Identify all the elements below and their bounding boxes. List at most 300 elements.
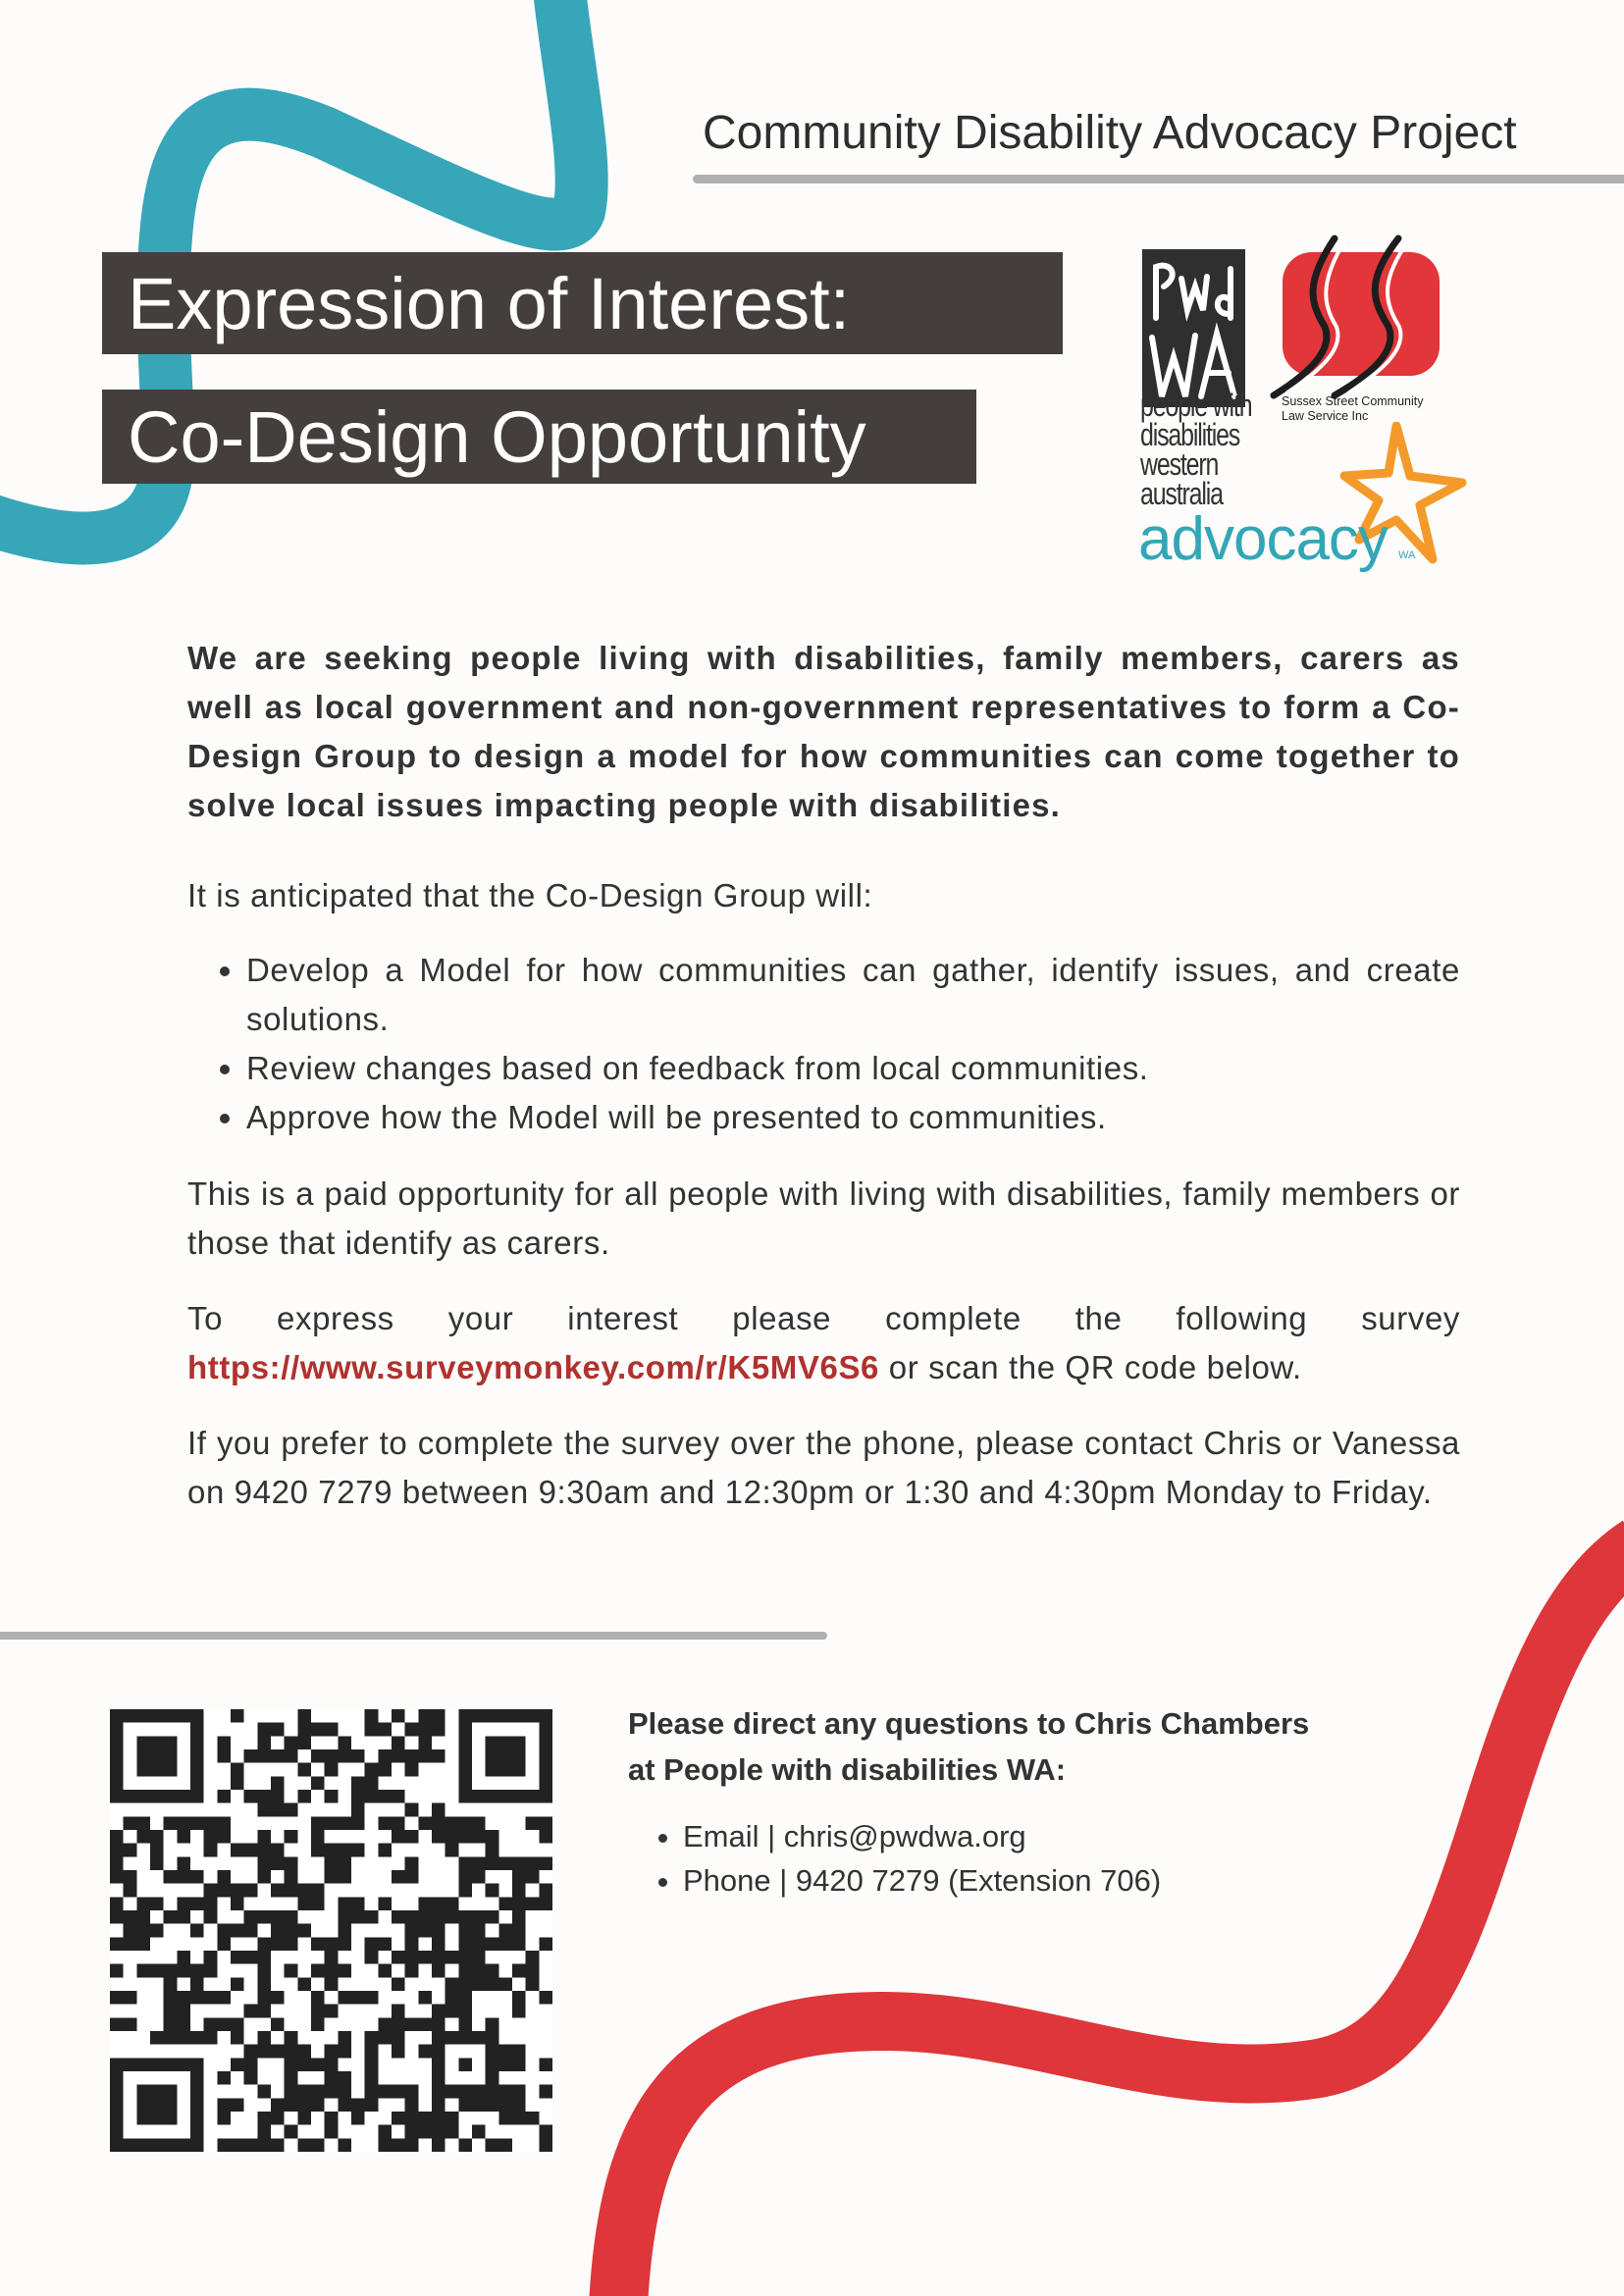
qr-module <box>136 1736 177 1776</box>
qr-module <box>124 1924 137 1938</box>
qr-module <box>338 1924 351 1938</box>
qr-module <box>297 1977 311 1991</box>
qr-module <box>512 1991 526 2005</box>
qr-module <box>204 1884 218 1898</box>
qr-module <box>392 1977 405 1991</box>
qr-module <box>285 1937 298 1951</box>
qr-module <box>271 1723 285 1737</box>
qr-module <box>432 2005 445 2018</box>
qr-module <box>110 1991 124 2005</box>
qr-module <box>338 1856 351 1870</box>
qr-module <box>432 2125 445 2139</box>
qr-module <box>110 1830 124 1844</box>
qr-module <box>445 1830 459 1844</box>
qr-module <box>338 1870 351 1884</box>
list-item: • Develop a Model for how communities can gather, identify issues, and create solutions. <box>246 946 1460 1044</box>
qr-module <box>539 2125 552 2139</box>
qr-module <box>231 1924 244 1938</box>
qr-module <box>378 1937 392 1951</box>
qr-module <box>405 1910 419 1924</box>
qr-module <box>325 2005 339 2018</box>
qr-module <box>231 1897 244 1910</box>
qr-module <box>432 2017 445 2031</box>
qr-module <box>405 1870 419 1884</box>
qr-module <box>257 1749 271 1763</box>
survey-suffix: or scan the QR code below. <box>888 1349 1302 1385</box>
qr-module <box>244 1844 258 1857</box>
qr-module <box>351 1844 365 1857</box>
section-divider <box>0 1632 827 1640</box>
qr-module <box>164 1870 178 1884</box>
qr-module <box>257 2138 271 2152</box>
contact-email: • Email | chris@pwdwa.org <box>683 1814 1433 1858</box>
qr-module <box>498 2098 512 2112</box>
qr-module <box>311 1884 325 1898</box>
qr-module <box>365 1790 379 1803</box>
qr-module <box>190 1897 204 1910</box>
header-divider <box>693 175 1624 183</box>
qr-module <box>311 2058 325 2071</box>
title-line2: Co-Design Opportunity <box>128 395 866 478</box>
qr-module <box>378 2017 392 2031</box>
qr-module <box>432 1964 445 1978</box>
qr-module <box>204 1816 218 1830</box>
qr-module <box>311 2098 325 2112</box>
qr-module <box>526 1870 540 1884</box>
qr-module <box>338 2085 351 2099</box>
qr-module <box>432 2112 445 2125</box>
pwdwa-text-line: australia <box>1140 476 1223 511</box>
qr-module <box>418 2125 432 2139</box>
qr-module <box>405 2125 419 2139</box>
qr-module <box>338 1897 351 1910</box>
qr-module <box>297 1763 311 1777</box>
qr-module <box>325 1870 339 1884</box>
qr-module <box>351 2098 365 2112</box>
qr-module <box>244 2058 258 2071</box>
qr-module <box>498 1856 512 1870</box>
qr-module <box>204 2031 218 2045</box>
qr-module <box>365 2031 379 2045</box>
qr-module <box>498 1924 512 1938</box>
qr-module <box>285 1749 298 1763</box>
qr-module <box>150 1897 164 1910</box>
qr-module <box>231 2031 244 2045</box>
contact-heading <box>628 1700 1433 1793</box>
qr-module <box>257 1830 271 1844</box>
qr-module <box>392 2112 405 2125</box>
qr-module <box>512 1856 526 1870</box>
qr-module <box>150 1856 164 1870</box>
qr-module <box>365 2098 379 2112</box>
qr-module <box>297 1884 311 1898</box>
qr-module <box>432 1951 445 1964</box>
qr-module <box>271 2098 285 2112</box>
qr-module <box>418 1897 432 1910</box>
qr-module <box>365 2058 379 2071</box>
qr-module <box>512 1937 526 1951</box>
qr-module <box>338 1749 351 1763</box>
qr-module <box>405 1830 419 1844</box>
qr-module <box>486 1736 526 1776</box>
qr-module <box>271 1803 285 1817</box>
qr-module <box>392 1749 405 1763</box>
qr-module <box>432 1709 445 1723</box>
qr-module <box>124 1991 137 2005</box>
qr-module <box>285 2098 298 2112</box>
qr-module <box>297 1736 311 1749</box>
qr-module <box>405 1749 419 1763</box>
qr-module <box>445 1897 459 1910</box>
qr-module <box>458 2138 472 2152</box>
qr-module <box>271 1844 285 1857</box>
qr-module <box>325 2071 339 2085</box>
qr-module <box>285 2031 298 2045</box>
qr-module <box>231 2098 244 2112</box>
list-item: • Review changes based on feedback from local communities. <box>246 1044 1460 1093</box>
qr-module <box>164 1991 178 2005</box>
qr-module <box>136 2085 177 2125</box>
qr-module <box>311 1964 325 1978</box>
qr-module <box>177 2005 190 2018</box>
qr-module <box>325 2125 339 2139</box>
qr-module <box>526 1816 540 1830</box>
qr-module <box>217 1870 231 1884</box>
qr-module <box>150 1964 164 1978</box>
qr-module <box>432 1723 445 1737</box>
qr-module <box>285 1910 298 1924</box>
qr-module <box>365 1910 379 1924</box>
qr-module <box>257 1937 271 1951</box>
qr-module <box>285 1736 298 1749</box>
qr-module <box>445 1844 459 1857</box>
contact-phone: • Phone | 9420 7279 (Extension 706) <box>683 1858 1433 1903</box>
qr-module <box>217 1991 231 2005</box>
qr-module <box>110 1910 124 1924</box>
qr-module <box>432 2098 445 2112</box>
qr-module <box>257 1870 271 1884</box>
qr-module <box>498 2058 512 2071</box>
qr-module <box>136 1964 150 1978</box>
qr-module <box>365 1991 379 2005</box>
qr-module <box>311 1749 325 1763</box>
qr-module <box>405 1763 419 1777</box>
qr-module <box>498 2112 512 2125</box>
qr-module <box>110 1937 124 1951</box>
qr-module <box>271 2045 285 2059</box>
qr-module <box>257 1856 271 1870</box>
qr-module <box>244 2138 258 2152</box>
qr-module <box>297 1897 311 1910</box>
qr-module <box>150 1830 164 1844</box>
qr-module <box>365 1709 379 1723</box>
survey-link[interactable]: https://www.surveymonkey.com/r/K5MV6S6 <box>187 1349 880 1385</box>
title-box-line2 <box>102 390 976 484</box>
qr-module <box>136 1924 150 1938</box>
qr-module <box>325 1723 339 1737</box>
qr-module <box>418 1749 432 1763</box>
qr-module <box>405 2017 419 2031</box>
qr-module <box>512 1964 526 1978</box>
qr-module <box>217 2071 231 2085</box>
qr-module <box>297 1924 311 1938</box>
qr-module <box>110 1964 124 1978</box>
qr-module <box>204 1897 218 1910</box>
survey-qr-code[interactable] <box>110 1709 552 2152</box>
qr-module <box>124 1844 137 1857</box>
qr-module <box>297 2098 311 2112</box>
qr-module <box>392 1709 405 1723</box>
qr-module <box>136 1897 150 1910</box>
qr-module <box>526 1951 540 1964</box>
qr-module <box>231 1884 244 1898</box>
qr-module <box>338 2138 351 2152</box>
qr-module <box>458 2005 472 2018</box>
qr-module <box>539 1991 552 2005</box>
qr-module <box>164 1910 178 1924</box>
codesign-tasks-list <box>187 946 1460 1142</box>
qr-module <box>124 2017 137 2031</box>
qr-module <box>539 2085 552 2099</box>
advocacy-logo-suffix: WA <box>1398 549 1416 561</box>
qr-module <box>338 2071 351 2085</box>
contact-heading-line: Please direct any questions to Chris Chambers <box>628 1706 1310 1741</box>
qr-module <box>338 1937 351 1951</box>
qr-module <box>526 1856 540 1870</box>
qr-module <box>472 1964 486 1978</box>
qr-module <box>110 1856 124 1870</box>
contact-section <box>628 1700 1433 1903</box>
qr-module <box>190 1991 204 2005</box>
qr-module <box>486 1910 499 1924</box>
qr-module <box>405 2098 419 2112</box>
qr-module <box>418 1816 432 1830</box>
qr-module <box>405 1924 419 1938</box>
qr-module <box>244 2005 258 2018</box>
qr-module <box>257 2005 271 2018</box>
qr-module <box>498 2085 512 2099</box>
qr-module <box>472 1830 486 1844</box>
qr-module <box>365 1776 379 1790</box>
qr-module <box>297 2138 311 2152</box>
qr-module <box>365 2045 379 2059</box>
qr-module <box>190 1870 204 1884</box>
qr-module <box>311 1937 325 1951</box>
qr-module <box>257 1790 271 1803</box>
qr-module <box>498 1937 512 1951</box>
qr-module <box>257 2045 271 2059</box>
qr-module <box>244 1749 258 1763</box>
qr-module <box>405 2138 419 2152</box>
qr-module <box>512 1910 526 1924</box>
qr-module <box>458 1964 472 1978</box>
qr-module <box>110 1844 124 1857</box>
qr-module <box>177 1897 190 1910</box>
qr-module <box>539 1856 552 1870</box>
qr-module <box>458 1991 472 2005</box>
qr-module <box>458 1910 472 1924</box>
qr-module <box>217 2017 231 2031</box>
qr-module <box>445 1991 459 2005</box>
qr-module <box>285 2045 298 2059</box>
qr-module <box>204 2017 218 2031</box>
qr-module <box>271 2112 285 2125</box>
qr-module <box>392 2045 405 2059</box>
qr-module <box>297 1790 311 1803</box>
qr-module <box>512 2098 526 2112</box>
qr-module <box>472 1937 486 1951</box>
qr-module <box>392 1830 405 1844</box>
qr-module <box>432 1897 445 1910</box>
qr-module <box>244 1790 258 1803</box>
qr-module <box>472 2098 486 2112</box>
qr-module <box>325 1964 339 1978</box>
pwdwa-text-line: western <box>1140 446 1219 482</box>
qr-module <box>365 2085 379 2099</box>
qr-module <box>311 2017 325 2031</box>
qr-module <box>124 1910 137 1924</box>
contact-list <box>628 1814 1433 1903</box>
qr-module <box>257 1977 271 1991</box>
sussex-text-line: Law Service Inc <box>1282 409 1369 423</box>
qr-module <box>365 1763 379 1777</box>
qr-module <box>458 2017 472 2031</box>
qr-module <box>351 1776 365 1790</box>
qr-module <box>285 2125 298 2139</box>
qr-module <box>297 2045 311 2059</box>
qr-module <box>150 2031 164 2045</box>
qr-module <box>311 2005 325 2018</box>
qr-module <box>325 1951 339 1964</box>
qr-module <box>325 2112 339 2125</box>
qr-module <box>217 1816 231 1830</box>
qr-module <box>472 1924 486 1938</box>
qr-module <box>351 1790 365 1803</box>
qr-module <box>432 1937 445 1951</box>
qr-module <box>217 1830 231 1844</box>
qr-module <box>432 1816 445 1830</box>
qr-module <box>271 1937 285 1951</box>
qr-module <box>244 2045 258 2059</box>
qr-module <box>351 1749 365 1763</box>
qr-module <box>418 1723 432 1737</box>
qr-module <box>297 2058 311 2071</box>
qr-module <box>297 1709 311 1723</box>
qr-module <box>271 1910 285 1924</box>
qr-module <box>378 1964 392 1978</box>
qr-module <box>486 1964 499 1978</box>
qr-module <box>311 2085 325 2099</box>
qr-module <box>231 2058 244 2071</box>
qr-module <box>351 1910 365 1924</box>
qr-module <box>498 2045 512 2059</box>
title-box-line1 <box>102 252 1063 354</box>
paid-paragraph: This is a paid opportunity for all people with living with disabilities, family members or those that identify as carers. <box>187 1175 1460 1261</box>
qr-module <box>271 1856 285 1870</box>
qr-module <box>526 1964 540 1978</box>
qr-module <box>338 2031 351 2045</box>
pwdwa-logo-glyphs <box>1142 249 1245 407</box>
qr-module <box>498 2138 512 2152</box>
anticipated-heading: It is anticipated that the Co-Design Group will: <box>187 877 873 913</box>
qr-module <box>217 1924 231 1938</box>
pwdwa-logo-text <box>1140 388 1252 511</box>
qr-module <box>285 1964 298 1978</box>
qr-module <box>458 1924 472 1938</box>
qr-module <box>217 1937 231 1951</box>
qr-module <box>539 1884 552 1898</box>
qr-module <box>498 1977 512 1991</box>
qr-module <box>311 1991 325 2005</box>
qr-module <box>418 1910 432 1924</box>
qr-module <box>378 1897 392 1910</box>
qr-module <box>458 2098 472 2112</box>
qr-module <box>392 1910 405 1924</box>
qr-module <box>150 1924 164 1938</box>
qr-module <box>338 1991 351 2005</box>
qr-module <box>311 1897 325 1910</box>
qr-module <box>512 1897 526 1910</box>
qr-module <box>257 1910 271 1924</box>
qr-module <box>204 1964 218 1978</box>
qr-module <box>458 2058 472 2071</box>
qr-module <box>539 1830 552 1844</box>
qr-module <box>244 2071 258 2085</box>
qr-module <box>458 1856 472 1870</box>
qr-module <box>297 1723 311 1737</box>
qr-module <box>190 1977 204 1991</box>
qr-module <box>512 2085 526 2099</box>
qr-module <box>271 1749 285 1763</box>
qr-module <box>257 2085 271 2099</box>
qr-module <box>325 1844 339 1857</box>
qr-module <box>204 1910 218 1924</box>
qr-module <box>231 1977 244 1991</box>
qr-module <box>392 2138 405 2152</box>
qr-module <box>498 1897 512 1910</box>
qr-module <box>136 1910 150 1924</box>
qr-module <box>392 1790 405 1803</box>
qr-module <box>231 1951 244 1964</box>
qr-module <box>325 1790 339 1803</box>
qr-module <box>311 1844 325 1857</box>
qr-module <box>136 1937 150 1951</box>
qr-module <box>432 2138 445 2152</box>
qr-module <box>539 1897 552 1910</box>
qr-module <box>512 2112 526 2125</box>
survey-paragraph <box>187 1294 1460 1392</box>
qr-module <box>285 1870 298 1884</box>
qr-module <box>392 2017 405 2031</box>
qr-module <box>136 1816 150 1830</box>
qr-module <box>217 2112 231 2125</box>
pwdwa-logo-mark <box>1142 249 1245 407</box>
qr-module <box>486 1977 499 1991</box>
qr-module <box>378 1749 392 1763</box>
qr-module <box>539 2138 552 2152</box>
qr-module <box>150 1844 164 1857</box>
qr-module <box>486 1844 499 1857</box>
qr-module <box>351 2112 365 2125</box>
qr-module <box>472 2125 486 2139</box>
qr-module <box>432 1749 445 1763</box>
qr-module <box>378 2125 392 2139</box>
qr-module <box>458 1937 472 1951</box>
qr-module <box>418 2045 432 2059</box>
qr-module <box>271 1790 285 1803</box>
qr-module <box>311 1816 325 1830</box>
qr-module <box>539 1816 552 1830</box>
